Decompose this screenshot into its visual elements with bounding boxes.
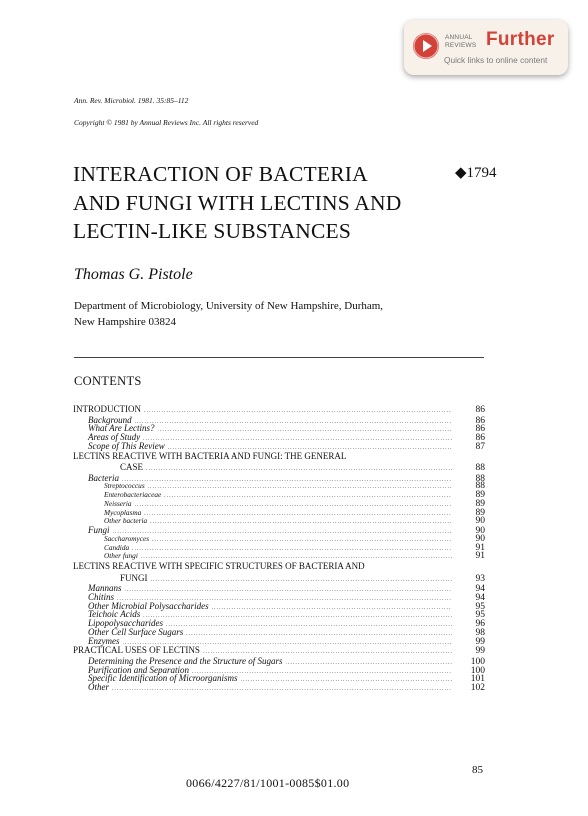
toc-entry-label: Streptococcus — [104, 481, 145, 491]
toc-entry-label: CASE — [120, 462, 144, 472]
play-arrow-icon — [413, 33, 439, 59]
toc-heading-line[interactable]: LECTINS REACTIVE WITH BACTERIA AND FUNGI: THE GENERAL — [73, 450, 347, 461]
table-of-contents — [73, 404, 485, 692]
toc-page-number: 95 — [475, 610, 485, 621]
journal-citation — [74, 84, 258, 139]
section-divider — [74, 357, 484, 358]
toc-leader-dots — [144, 510, 452, 519]
toc-entry[interactable] — [73, 683, 485, 692]
toc-page-number: 99 — [475, 646, 485, 657]
toc-page-number: 89 — [475, 490, 485, 500]
page-number: 85 — [472, 764, 483, 776]
toc-page-number: 100 — [470, 665, 485, 676]
toc-entry-label: Enterobacteriaceae — [104, 490, 162, 499]
toc-entry[interactable] — [73, 628, 485, 637]
toc-heading-line[interactable]: LECTINS REACTIVE WITH SPECIFIC STRUCTURES OF BACTERIA AND — [73, 561, 365, 571]
toc-leader-dots — [166, 621, 452, 630]
toc-page-number: 86 — [475, 415, 485, 426]
toc-page-number: 86 — [475, 433, 485, 443]
toc-leader-dots — [151, 575, 452, 587]
toc-page-number: 91 — [475, 551, 485, 562]
toc-page-number: 88 — [475, 463, 485, 473]
toc-entry-label: Other Microbial Polysaccharides — [88, 600, 209, 611]
toc-page-number: 101 — [470, 674, 485, 685]
toc-entry[interactable] — [73, 442, 485, 451]
toc-leader-dots — [212, 604, 452, 613]
toc-entry-label: Lipopolysaccharides — [88, 618, 163, 628]
toc-leader-dots — [146, 464, 452, 476]
toc-entry[interactable] — [73, 584, 485, 593]
toc-leader-dots — [148, 483, 452, 492]
article-title: INTERACTION OF BACTERIA AND FUNGI WITH LECTINS AND LECTIN-LIKE SUBSTANCES — [73, 162, 402, 243]
toc-leader-dots — [125, 586, 453, 595]
toc-leader-dots — [164, 492, 452, 501]
toc-page-number: 88 — [475, 481, 485, 492]
toc-entry[interactable] — [73, 404, 485, 416]
toc-entry-label: Other Cell Surface Sugars — [88, 626, 184, 637]
toc-page-number: 93 — [475, 573, 485, 584]
toc-leader-dots — [135, 501, 452, 510]
toc-page-number: 102 — [470, 683, 485, 693]
toc-entry-label: Mannans — [88, 583, 122, 593]
toc-entry-label: Purification and Separation — [88, 664, 189, 675]
toc-page-number: 91 — [475, 542, 485, 553]
toc-leader-dots — [132, 545, 452, 554]
toc-page-number: 88 — [475, 473, 485, 484]
toc-entry-label: Determining the Presence and the Structure of Sugars — [88, 655, 283, 666]
toc-entry[interactable] — [73, 674, 485, 683]
toc-entry-label: Fungi — [88, 525, 110, 535]
toc-page-number: 86 — [475, 424, 485, 435]
toc-entry-label: Teichoic Acids — [88, 609, 141, 620]
contents-heading: CONTENTS — [74, 374, 142, 388]
author-affiliation: Department of Microbiology, University of New Hampshire, Durham, New Hampshire 03824 — [74, 300, 384, 328]
toc-entry-label: INTRODUCTION — [73, 404, 141, 414]
toc-entry-label: PRACTICAL USES OF LECTINS — [73, 645, 200, 656]
toc-entry[interactable] — [73, 517, 485, 526]
toc-leader-dots — [150, 518, 452, 527]
toc-leader-dots — [152, 536, 452, 545]
toc-entry-label: Specific Identification of Microorganisms — [88, 673, 238, 684]
toc-leader-dots — [112, 685, 452, 694]
toc-entry-label: What Are Lectins? — [88, 423, 155, 434]
toc-entry-label: Mycoplasma — [104, 507, 142, 517]
author-name: Thomas G. Pistole — [74, 266, 193, 283]
toc-leader-dots — [186, 630, 452, 639]
further-links-badge[interactable] — [404, 20, 568, 75]
footer-code: 0066/4227/81/1001-0085$01.00 — [186, 776, 350, 790]
toc-entry-label: Background — [88, 414, 132, 425]
toc-page-number: 100 — [470, 656, 485, 667]
toc-leader-dots — [286, 659, 452, 668]
toc-leader-dots — [143, 435, 452, 444]
toc-entry[interactable] — [73, 535, 485, 544]
toc-leader-dots — [135, 418, 452, 427]
toc-entry-label: Other bacteria — [104, 516, 148, 526]
toc-page-number: 96 — [475, 619, 485, 629]
toc-page-number: 86 — [475, 405, 485, 415]
article-code: ◆1794 — [455, 165, 497, 181]
badge-subtitle: Quick links to online content — [444, 55, 548, 65]
toc-leader-dots — [241, 676, 452, 685]
toc-entry-label: Saccharomyces — [104, 533, 150, 543]
toc-page-number: 94 — [475, 584, 485, 594]
toc-page-number: 90 — [475, 533, 485, 544]
toc-entry-label: FUNGI — [120, 572, 148, 583]
toc-leader-dots — [158, 426, 453, 435]
toc-entry[interactable] — [73, 637, 485, 646]
citation-line: Ann. Rev. Microbiol. 1981. 35:85–112 — [74, 96, 189, 105]
toc-page-number: 89 — [475, 498, 485, 509]
toc-entry-label: Bacteria — [88, 472, 119, 483]
toc-page-number: 87 — [475, 441, 485, 452]
toc-leader-dots — [143, 612, 452, 621]
toc-entry-label: Other — [88, 682, 109, 692]
toc-entry-label: Neisseria — [104, 498, 132, 508]
copyright-line: Copyright © 1981 by Annual Reviews Inc. All rights reserved — [74, 118, 259, 127]
toc-entry-label: Scope of This Review — [88, 440, 165, 451]
toc-page-number: 98 — [475, 627, 485, 638]
toc-page-number: 90 — [475, 516, 485, 527]
toc-entry[interactable] — [73, 491, 485, 500]
toc-entry-label: Chitins — [88, 591, 115, 602]
toc-page-number: 90 — [475, 526, 485, 536]
further-label: Further — [486, 29, 555, 50]
toc-page-number: 99 — [475, 636, 485, 647]
toc-entry-label: Areas of Study — [88, 432, 141, 442]
toc-entry-label: Other fungi — [104, 551, 138, 561]
toc-entry-label: Enzymes — [88, 635, 120, 646]
toc-entry[interactable] — [73, 462, 485, 474]
toc-page-number: 94 — [475, 592, 485, 603]
toc-page-number: 95 — [475, 601, 485, 612]
annual-reviews-logo-text: ANNUAL REVIEWS — [445, 34, 477, 49]
toc-leader-dots — [144, 406, 452, 418]
toc-entry-label: Candida — [104, 542, 130, 552]
toc-entry[interactable] — [73, 573, 485, 585]
toc-page-number: 89 — [475, 507, 485, 518]
toc-entry[interactable] — [73, 552, 485, 561]
